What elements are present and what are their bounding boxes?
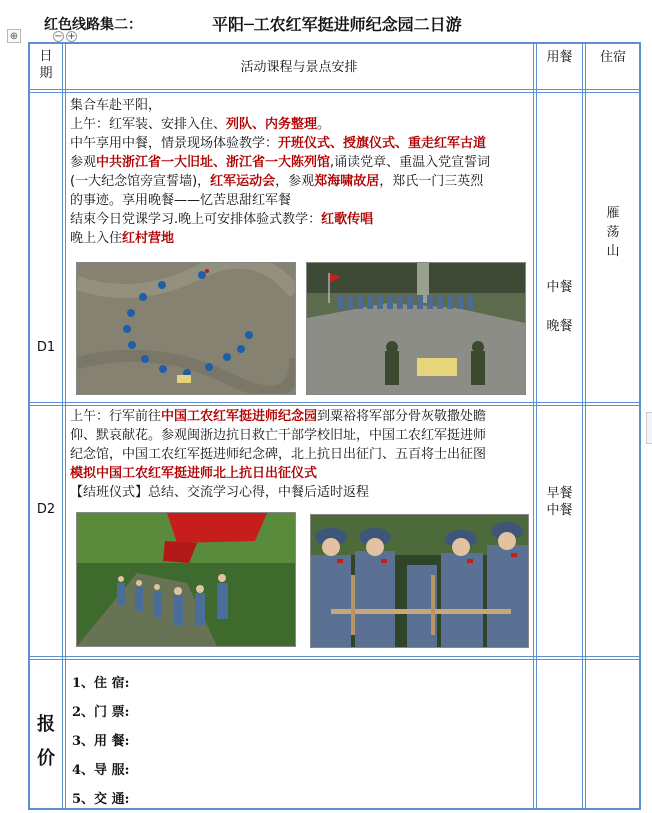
price-label-char: 报 <box>37 714 55 735</box>
row-divider <box>28 659 641 660</box>
d2-line: 【结班仪式】总结、交流学习心得，中餐后适时返程 <box>70 485 370 500</box>
price-item-lodging: 1、住 宿: <box>72 676 130 691</box>
row-divider <box>28 89 641 90</box>
photo-stretcher-team <box>310 514 529 648</box>
d1-line: 的事迹。享用晚餐——忆苦思甜红军餐 <box>70 193 292 208</box>
header-day-line1: 日 <box>39 49 53 64</box>
table-move-handle-icon[interactable]: ⊕ <box>7 29 21 43</box>
row-divider <box>28 92 641 93</box>
column-divider <box>582 42 583 810</box>
column-divider <box>62 42 63 810</box>
d2-meal-lunch: 中餐 <box>546 503 573 518</box>
lodging-char: 荡 <box>606 225 620 240</box>
d2-description <box>70 407 532 502</box>
header-lodging: 住宿 <box>599 50 626 65</box>
side-scroll-tab[interactable] <box>646 412 652 444</box>
d1-line: 集合车赴平阳， <box>70 98 162 113</box>
d1-lodging <box>586 204 640 261</box>
d1-line: 结束今日党课学习.晚上可安排体验式教学：红歌传唱 <box>70 212 374 227</box>
d2-line: 上午：行军前往中国工农红军挺进师纪念园到粟裕将军部分骨灰敬撒处瞻 <box>70 409 487 424</box>
d2-line: 纪念馆，中国工农红军挺进师纪念碑，北上抗日出征门、五百将士出征图 <box>70 447 487 462</box>
d1-line: 参观中共浙江省一大旧址、浙江省一大陈列馆,诵读党章、重温入党宣誓词 <box>70 155 491 170</box>
d1-line: (一大纪念馆旁宣誓墙)，红军运动会，参观郑海啸故居，郑氏一门三英烈 <box>70 174 484 189</box>
column-divider <box>65 42 66 810</box>
price-label <box>30 708 62 776</box>
d2-line: 模拟中国工农红军挺进师北上抗日出征仪式 <box>70 466 318 481</box>
price-label-char: 价 <box>37 748 55 769</box>
day-label-d1: D1 <box>36 340 56 355</box>
price-item-transport: 5、交 通: <box>72 792 130 807</box>
d1-line: 中午享用中餐，情景现场体验教学：开班仪式、授旗仪式、重走红军古道 <box>70 136 487 151</box>
photo-flag-ceremony <box>306 262 526 395</box>
d1-description <box>70 96 532 248</box>
day-label-d2: D2 <box>36 502 56 517</box>
page-title: 平阳─工农红军挺进师纪念园二日游 <box>212 15 462 34</box>
price-item-meals: 3、用 餐: <box>72 734 130 749</box>
price-item-tickets: 2、门 票: <box>72 705 130 720</box>
route-label: 红色线路集二： <box>44 17 142 33</box>
row-divider <box>28 402 641 403</box>
header-day-line2: 期 <box>39 66 53 81</box>
zoom-out-icon[interactable]: − <box>54 31 63 42</box>
column-divider <box>533 42 534 810</box>
d1-line: 上午：红军装、安排入住、列队、内务整理。 <box>70 117 331 132</box>
price-item-guide: 4、导 服: <box>72 763 130 778</box>
d1-meal-dinner: 晚餐 <box>546 319 573 334</box>
row-divider <box>28 656 641 657</box>
row-divider <box>28 405 641 406</box>
lodging-char: 雁 <box>606 206 620 221</box>
column-divider <box>585 42 586 810</box>
header-day <box>30 48 62 82</box>
photo-march-flags <box>76 512 296 647</box>
column-divider <box>536 42 537 810</box>
d1-meal-lunch: 中餐 <box>546 280 573 295</box>
d2-meal-breakfast: 早餐 <box>546 486 573 501</box>
zoom-in-icon[interactable]: + <box>67 31 76 42</box>
d1-line: 晚上入住红村营地 <box>70 231 175 246</box>
lodging-char: 山 <box>606 244 620 259</box>
d2-line: 仰、默哀献花。参观闽浙边抗日救亡干部学校旧址，中国工农红军挺进师 <box>70 428 487 443</box>
photo-aerial-circle <box>76 262 296 395</box>
header-activity: 活动课程与景点安排 <box>240 60 358 75</box>
header-meal: 用餐 <box>546 50 573 65</box>
